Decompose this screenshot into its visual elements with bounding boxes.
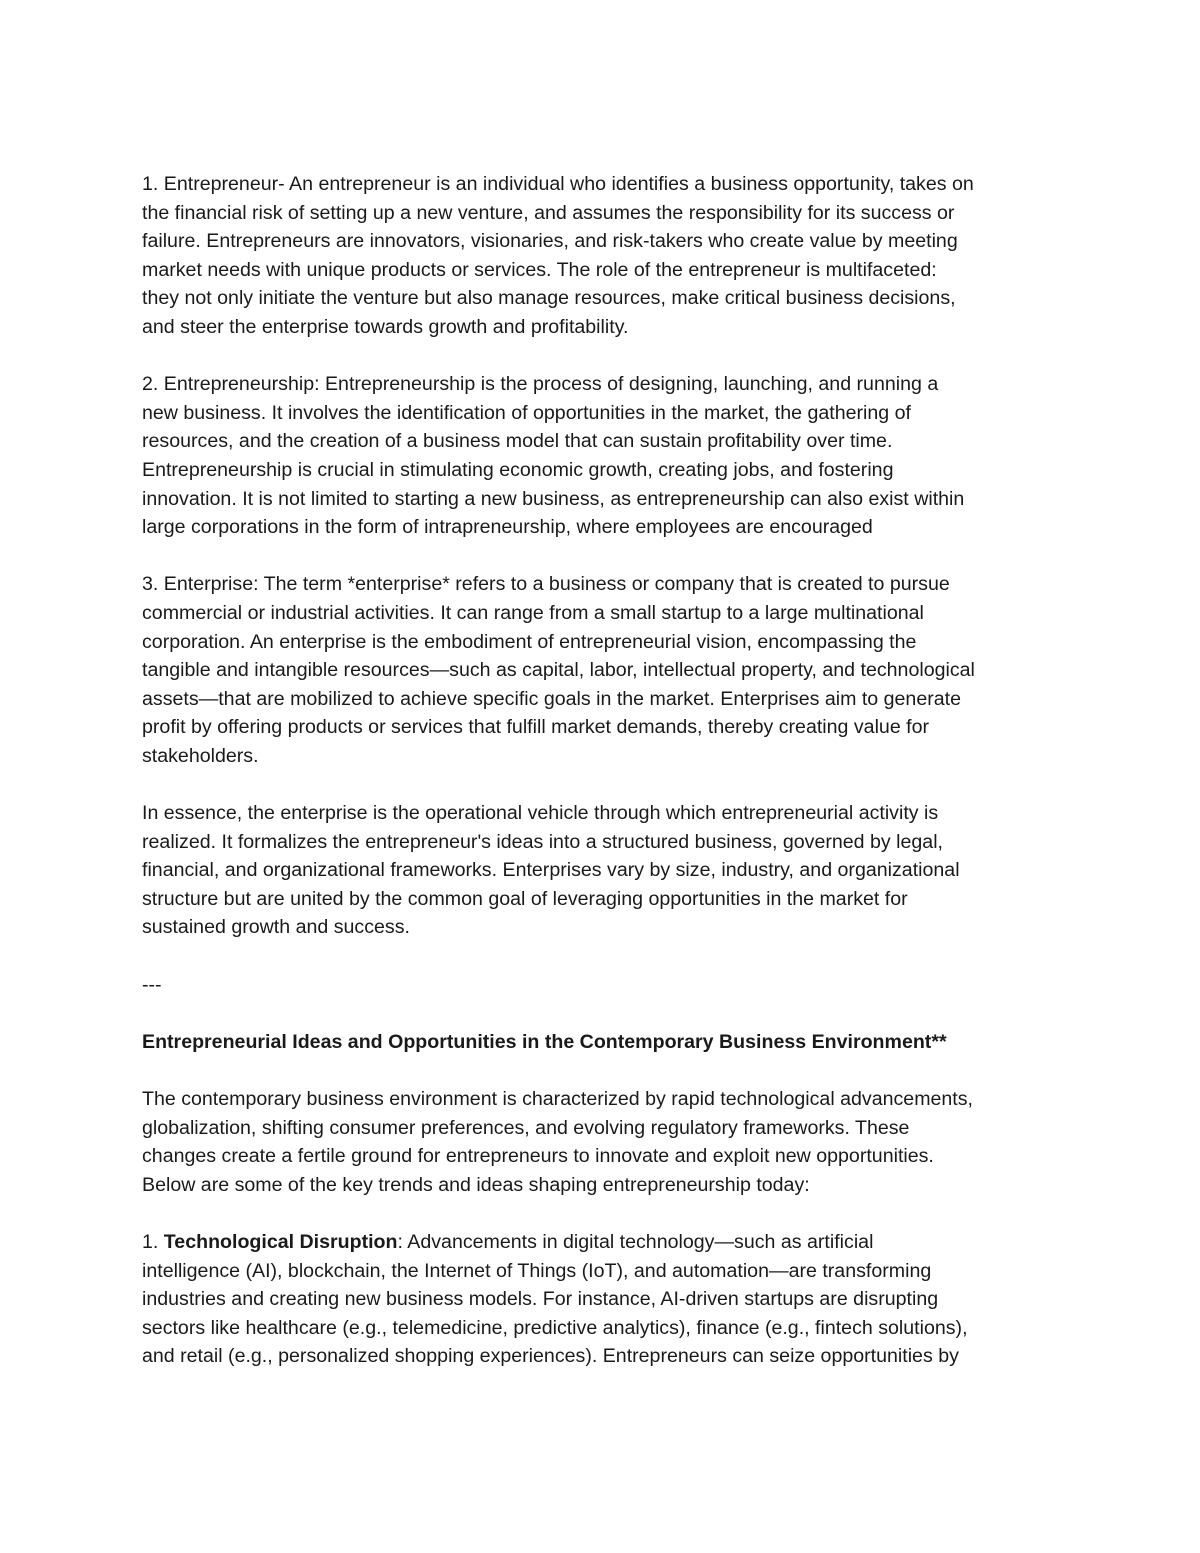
text-line: innovation. It is not limited to starting a new business, as entrepreneurship can also exist within	[142, 487, 965, 510]
text-line: In essence, the enterprise is the operational vehicle through which entrepreneurial activity is	[142, 802, 939, 825]
text-line: ---	[142, 973, 162, 996]
text-line: Below are some of the key trends and ideas shaping entrepreneurship today:	[142, 1173, 810, 1196]
document-body	[142, 170, 1077, 1400]
text-line: changes create a fertile ground for entrepreneurs to innovate and exploit new opportunities.	[142, 1145, 934, 1168]
text-line: they not only initiate the venture but also manage resources, make critical business decisions,	[142, 287, 956, 310]
text-line: large corporations in the form of intrapreneurship, where employees are encouraged	[142, 516, 873, 539]
text-line: profit by offering products or services that fulfill market demands, thereby creating value for	[142, 716, 930, 739]
text-line: structure but are united by the common goal of leveraging opportunities in the market for	[142, 887, 908, 910]
paragraph-technological-disruption	[142, 1228, 1077, 1371]
text-line: intelligence (AI), blockchain, the Internet of Things (IoT), and automation—are transforming	[142, 1259, 932, 1282]
text-line: 1. Entrepreneur- An entrepreneur is an individual who identifies a business opportunity, takes on	[142, 173, 974, 195]
paragraph-enterprise	[142, 570, 1077, 770]
text-line	[142, 1228, 1077, 1257]
paragraph-entrepreneur	[142, 170, 1077, 342]
text-line: the financial risk of setting up a new venture, and assumes the responsibility for its success or	[142, 201, 955, 224]
text-line: tangible and intangible resources—such as capital, labor, intellectual property, and technological	[142, 659, 975, 682]
paragraph-contemporary-environment	[142, 1085, 1077, 1199]
text-line: failure. Entrepreneurs are innovators, visionaries, and risk-takers who create value by meeting	[142, 230, 958, 253]
text-line: stakeholders.	[142, 744, 259, 767]
text-line: market needs with unique products or services. The role of the entrepreneur is multifaceted:	[142, 258, 937, 281]
text-line: Entrepreneurship is crucial in stimulating economic growth, creating jobs, and fostering	[142, 458, 894, 481]
text-line: 2. Entrepreneurship: Entrepreneurship is the process of designing, launching, and running a	[142, 373, 939, 396]
paragraph-in-essence	[142, 799, 1077, 942]
text-line: The contemporary business environment is characterized by rapid technological advancements,	[142, 1088, 973, 1110]
text-line: 3. Enterprise: The term *enterprise* refers to a business or company that is created to pursue	[142, 573, 950, 596]
text-line: industries and creating new business models. For instance, AI-driven startups are disrupting	[142, 1288, 939, 1311]
text-line: realized. It formalizes the entrepreneur's ideas into a structured business, governed by legal,	[142, 830, 943, 853]
paragraph-entrepreneurship	[142, 370, 1077, 542]
text-line: sustained growth and success.	[142, 916, 410, 939]
line-rest: : Advancements in digital technology—such as artificial	[397, 1230, 874, 1253]
heading-text: Entrepreneurial Ideas and Opportunities in the Contemporary Business Environment**	[142, 1030, 947, 1053]
text-line: and steer the enterprise towards growth and profitability.	[142, 315, 629, 338]
text-line: financial, and organizational frameworks. Enterprises vary by size, industry, and organizational	[142, 859, 960, 882]
text-line: new business. It involves the identification of opportunities in the market, the gathering of	[142, 401, 911, 424]
bold-term: Technological Disruption	[163, 1230, 398, 1253]
text-line: sectors like healthcare (e.g., telemedicine, predictive analytics), finance (e.g., fintech solutions),	[142, 1316, 968, 1339]
text-line: and retail (e.g., personalized shopping experiences). Entrepreneurs can seize opportunities by	[142, 1345, 959, 1368]
text-line: commercial or industrial activities. It can range from a small startup to a large multinational	[142, 601, 924, 624]
list-number: 1.	[142, 1230, 164, 1253]
text-line: resources, and the creation of a business model that can sustain profitability over time.	[142, 430, 893, 453]
text-line: corporation. An enterprise is the embodiment of entrepreneurial vision, encompassing the	[142, 630, 917, 653]
separator-text	[142, 971, 1077, 1000]
text-line: assets—that are mobilized to achieve specific goals in the market. Enterprises aim to generate	[142, 687, 961, 710]
text-line: globalization, shifting consumer preferences, and evolving regulatory frameworks. These	[142, 1116, 910, 1139]
section-heading	[142, 1028, 1077, 1057]
